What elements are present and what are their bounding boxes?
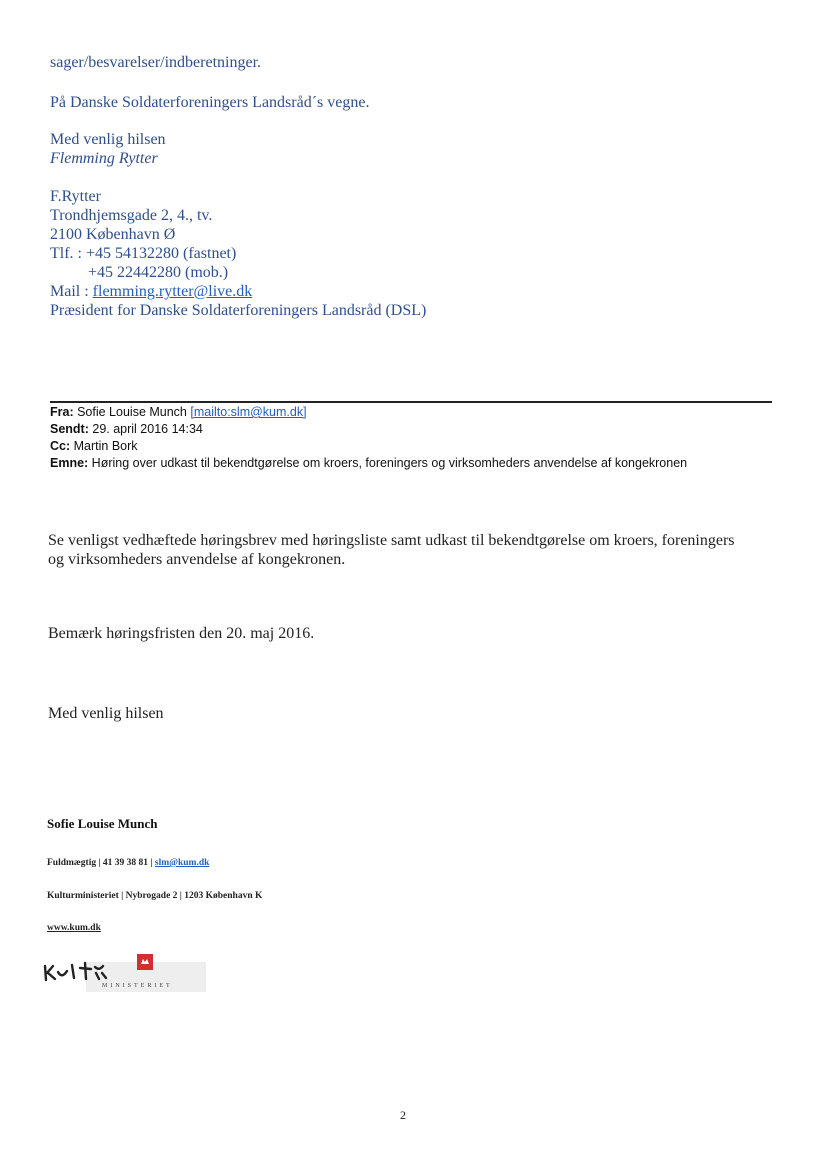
body-paragraph-1-line-1: Se venligst vedhæftede høringsbrev med høringsliste samt udkast til bekendtgørelse om kroers, foreningers — [48, 532, 735, 549]
cc-label: Cc: — [50, 439, 71, 453]
kulturministeriet-logo — [42, 952, 206, 994]
website-link[interactable]: www.kum.dk — [47, 923, 101, 933]
behalf-line: På Danske Soldaterforeningers Landsråd´s vegne. — [50, 94, 370, 111]
signature-role-line — [47, 858, 209, 868]
body-paragraph-2: Bemærk høringsfristen den 20. maj 2016. — [48, 625, 315, 642]
phone-line-2: +45 22442280 (mob.) — [88, 264, 229, 281]
from-line — [50, 405, 307, 419]
sender-name: F.Rytter — [50, 188, 101, 205]
phone-line-1: Tlf. : +45 54132280 (fastnet) — [50, 245, 237, 262]
from-label: Fra: — [50, 405, 74, 419]
from-name: Sofie Louise Munch — [73, 405, 191, 419]
logo-text: MINISTERIET — [102, 983, 173, 989]
subject-value: Høring over udkast til bekendtgørelse om kroers, foreningers og virksomheders anvendelse af kongekronen — [88, 456, 688, 470]
president-title: Præsident for Danske Soldaterforeningers Landsråd (DSL) — [50, 302, 427, 319]
signature-org-line: Kulturministeriet | Nybrogade 2 | 1203 København K — [47, 891, 263, 901]
sent-line — [50, 422, 203, 436]
mail-link[interactable]: flemming.rytter@live.dk — [92, 283, 253, 300]
body-paragraph-1-line-2: og virksomheders anvendelse af kongekronen. — [48, 551, 346, 568]
subject-line — [50, 456, 687, 470]
page-number: 2 — [400, 1108, 406, 1122]
signature-role: Fuldmægtig | 41 39 38 81 | — [47, 858, 155, 868]
header-separator — [50, 401, 772, 403]
from-mailto-link[interactable]: [mailto:slm@kum.dk] — [190, 405, 307, 419]
closing-greeting: Med venlig hilsen — [48, 705, 164, 722]
signature-name: Sofie Louise Munch — [47, 816, 158, 831]
greeting: Med venlig hilsen — [50, 131, 166, 148]
mail-label: Mail : — [50, 283, 93, 300]
cc-line — [50, 439, 138, 453]
signature-email-link[interactable]: slm@kum.dk — [154, 858, 210, 868]
continued-text: sager/besvarelser/indberetninger. — [50, 54, 262, 71]
address-line-2: 2100 København Ø — [50, 226, 176, 243]
sent-value: 29. april 2016 14:34 — [88, 422, 203, 436]
address-line-1: Trondhjemsgade 2, 4., tv. — [50, 207, 213, 224]
cc-value: Martin Bork — [70, 439, 138, 453]
subject-label: Emne: — [50, 456, 89, 470]
sent-label: Sendt: — [50, 422, 89, 436]
signature-italic: Flemming Rytter — [50, 150, 158, 167]
mail-line — [50, 283, 252, 301]
